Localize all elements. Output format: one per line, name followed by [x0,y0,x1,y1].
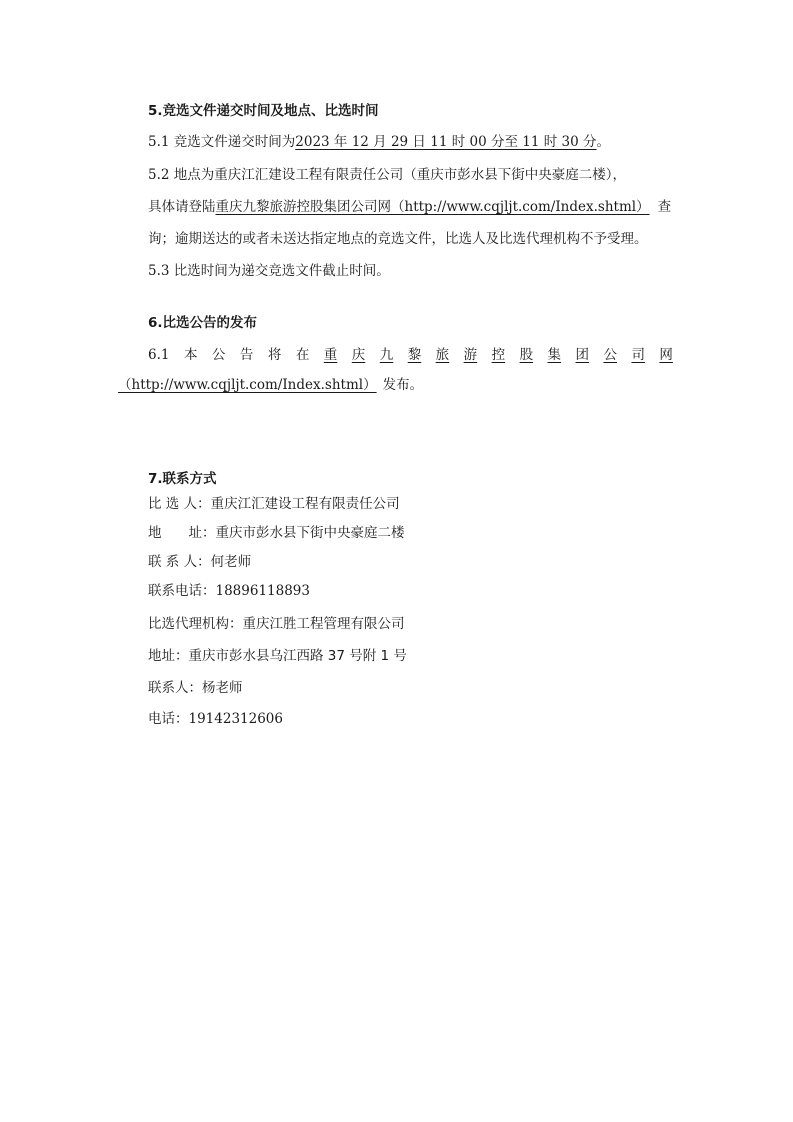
agency-contact-label: 联系人： [148,680,202,696]
bidder-value: 重庆江汇建设工程有限责任公司 [210,496,400,512]
agency-address-row [148,646,407,666]
address-label: 地 址： [148,525,216,541]
p61-char: 6.1 [148,347,170,363]
paragraph-5-1 [148,132,610,152]
address-row [148,523,405,543]
agency-phone-value: 19142312606 [188,711,283,727]
paragraph-5-2-suffix: 查 [657,199,672,215]
agency-address-label: 地址： [148,648,189,664]
address-value: 重庆市彭水县下街中央豪庭二楼 [215,525,405,541]
paragraph-5-2-line-2 [148,197,671,217]
paragraph-5-1-suffix: 。 [596,134,610,150]
publish-suffix: 发布。 [382,377,424,393]
p61-link-char[interactable]: 股 [519,347,534,363]
p61-link-char[interactable]: 黎 [407,347,422,363]
submission-time: 2023 年 12 月 29 日 11 时 00 分至 11 时 30 分 [295,134,597,150]
bidder-label: 比 选 人： [148,496,211,512]
p61-link-char[interactable]: 旅 [435,347,450,363]
agency-contact-value: 杨老师 [202,680,243,696]
p61-link-char[interactable]: 公 [603,347,617,363]
agency-row [148,614,405,634]
paragraph-5-2-prefix: 具体请登陆 [148,199,216,215]
p61-link-char[interactable]: 团 [575,347,590,363]
agency-address-value: 重庆市彭水县乌江西路 37 号附 1 号 [188,648,407,664]
website-link[interactable]: 重庆九黎旅游控股集团公司网（http://www.cqjljt.com/Index.shtml） [215,199,650,215]
contact-label: 联 系 人： [148,554,211,570]
section-7-heading: 7.联系方式 [148,471,217,487]
website-url-link[interactable]: （http://www.cqjljt.com/Index.shtml） [118,377,377,393]
agency-value: 重庆江胜工程管理有限公司 [242,616,405,632]
agency-label: 比选代理机构： [148,616,243,632]
paragraph-5-2-line-1: 5.2 地点为重庆江汇建设工程有限责任公司（重庆市彭水县下街中央豪庭二楼）， [148,167,627,183]
p61-link-char[interactable]: 九 [379,347,394,363]
phone-label: 联系电话： [148,583,216,599]
p61-link-char[interactable]: 重 [323,347,338,363]
p61-char: 在 [295,347,310,363]
p61-char: 告 [239,347,254,363]
phone-row [148,581,310,601]
p61-link-char[interactable]: 游 [463,347,478,363]
p61-link-char[interactable]: 集 [547,347,562,363]
p61-link-char[interactable]: 网 [659,347,673,363]
p61-char: 将 [267,347,282,363]
paragraph-6-1-line-1 [148,345,673,365]
phone-value: 18896118893 [215,583,310,599]
p61-char: 公 [211,347,226,363]
p61-char: 本 [183,347,198,363]
p61-link-char[interactable]: 控 [491,347,506,363]
paragraph-5-2-line-3: 询；逾期送达的或者未送达指定地点的竞选文件，比选人及比选代理机构不予受理。 [148,231,648,247]
agency-contact-row [148,678,243,698]
p61-link-char[interactable]: 司 [631,347,645,363]
agency-phone-row [148,709,283,729]
paragraph-5-1-prefix: 5.1 竞选文件递交时间为 [148,134,296,150]
p61-link-char[interactable]: 庆 [351,347,366,363]
contact-value: 何老师 [210,554,252,570]
paragraph-5-3: 5.3 比选时间为递交竞选文件截止时间。 [148,263,390,279]
agency-phone-label: 电话： [148,711,189,727]
contact-row [148,552,251,572]
bidder-row [148,494,400,514]
paragraph-6-1-line-2 [118,375,423,395]
section-5-heading: 5.竞选文件递交时间及地点、比选时间 [148,103,379,119]
section-6-heading: 6.比选公告的发布 [148,315,258,331]
